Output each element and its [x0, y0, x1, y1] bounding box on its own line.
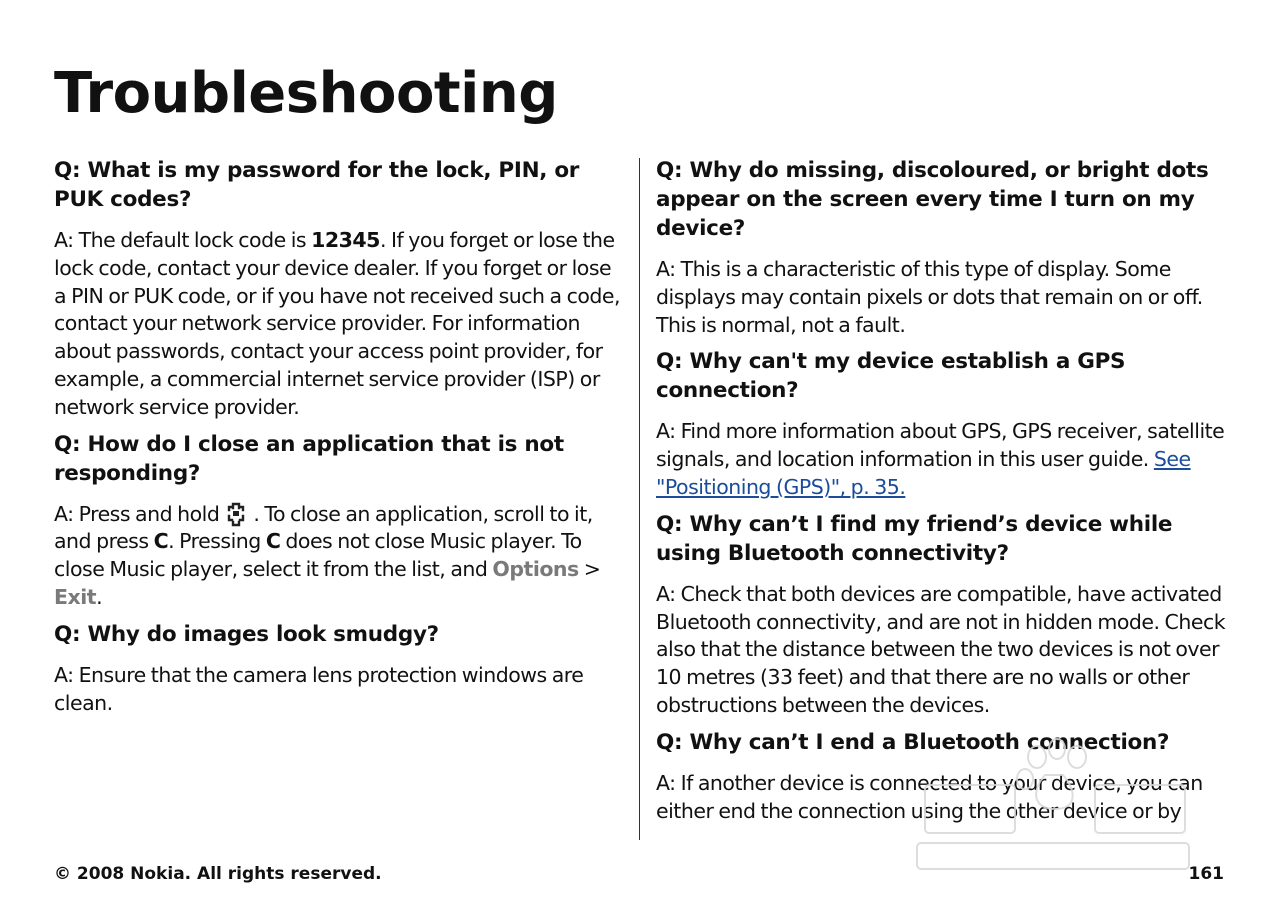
page-title: Troubleshooting — [54, 61, 558, 126]
answer-text: A: Press and hold — [54, 501, 220, 526]
question-gps-connection: Q: Why can't my device establish a GPS connection? — [656, 349, 1126, 404]
options-command: Options — [492, 557, 579, 582]
c-key: C — [265, 529, 281, 554]
answer-text: A: The default lock code is — [54, 228, 312, 252]
positioning-gps-link[interactable]: See "Positioning (GPS)", p. 35. — [656, 447, 1191, 499]
question-bluetooth-find: Q: Why can’t I find my friend’s device while using Bluetooth connectivity? — [656, 511, 1173, 566]
answer-text: . If you forget or lose the lock code, contact your device dealer. If you forget or lose a PIN or PUK code, or if you have not received such a code, contact your network service provider. For information about passwords, contact your access point provider, for example, a commercial internet service provider (ISP) or network service provider. — [54, 228, 621, 419]
answer-close-app — [54, 501, 628, 612]
answer-bluetooth-end: A: If another device is connected to your device, you can either end the connection using the other device or by — [656, 770, 1203, 823]
answer-smudgy-images: A: Ensure that the camera lens protection windows are clean. — [54, 662, 584, 715]
question-screen-dots: Q: Why do missing, discoloured, or bright dots appear on the screen every time I turn on my device? — [656, 158, 1209, 241]
menu-key-icon — [225, 501, 247, 527]
question-bluetooth-end: Q: Why can’t I end a Bluetooth connection? — [656, 729, 1170, 755]
answer-text: . — [96, 584, 103, 609]
question-lock-codes: Q: What is my password for the lock, PIN, or PUK codes? — [54, 158, 580, 212]
answer-screen-dots: A: This is a characteristic of this type of display. Some displays may contain pixels or dots that remain on or off. This is normal, not a fault. — [656, 257, 1203, 337]
column-divider — [639, 158, 640, 840]
answer-text: . Pressing — [168, 529, 266, 554]
menu-separator: > — [578, 557, 601, 582]
default-lock-code: 12345 — [311, 228, 380, 252]
page-number: 161 — [1188, 864, 1224, 884]
left-column — [54, 156, 628, 725]
question-close-app: Q: How do I close an application that is not responding? — [54, 431, 564, 486]
right-column — [656, 156, 1228, 833]
answer-bluetooth-find: A: Check that both devices are compatible, have activated Bluetooth connectivity, and are not in hidden mode. Check also that the distance between the two devices is not over 10 metres (33 feet) and that there are no walls or other obstructions between the devices. — [656, 581, 1226, 717]
c-key: C — [153, 529, 169, 554]
question-smudgy-images: Q: Why do images look smudgy? — [54, 621, 439, 647]
answer-text: . To close an application, scroll to it, and press — [54, 501, 593, 554]
exit-command: Exit — [54, 584, 97, 609]
copyright-notice: © 2008 Nokia. All rights reserved. — [54, 864, 382, 884]
answer-lock-codes — [54, 227, 628, 422]
answer-text: does not close Music player. To close Music player, select it from the list, and — [54, 529, 582, 582]
answer-text: A: Find more information about GPS, GPS receiver, satellite signals, and location information in this user guide. — [656, 419, 1225, 472]
answer-gps-connection — [656, 418, 1228, 501]
